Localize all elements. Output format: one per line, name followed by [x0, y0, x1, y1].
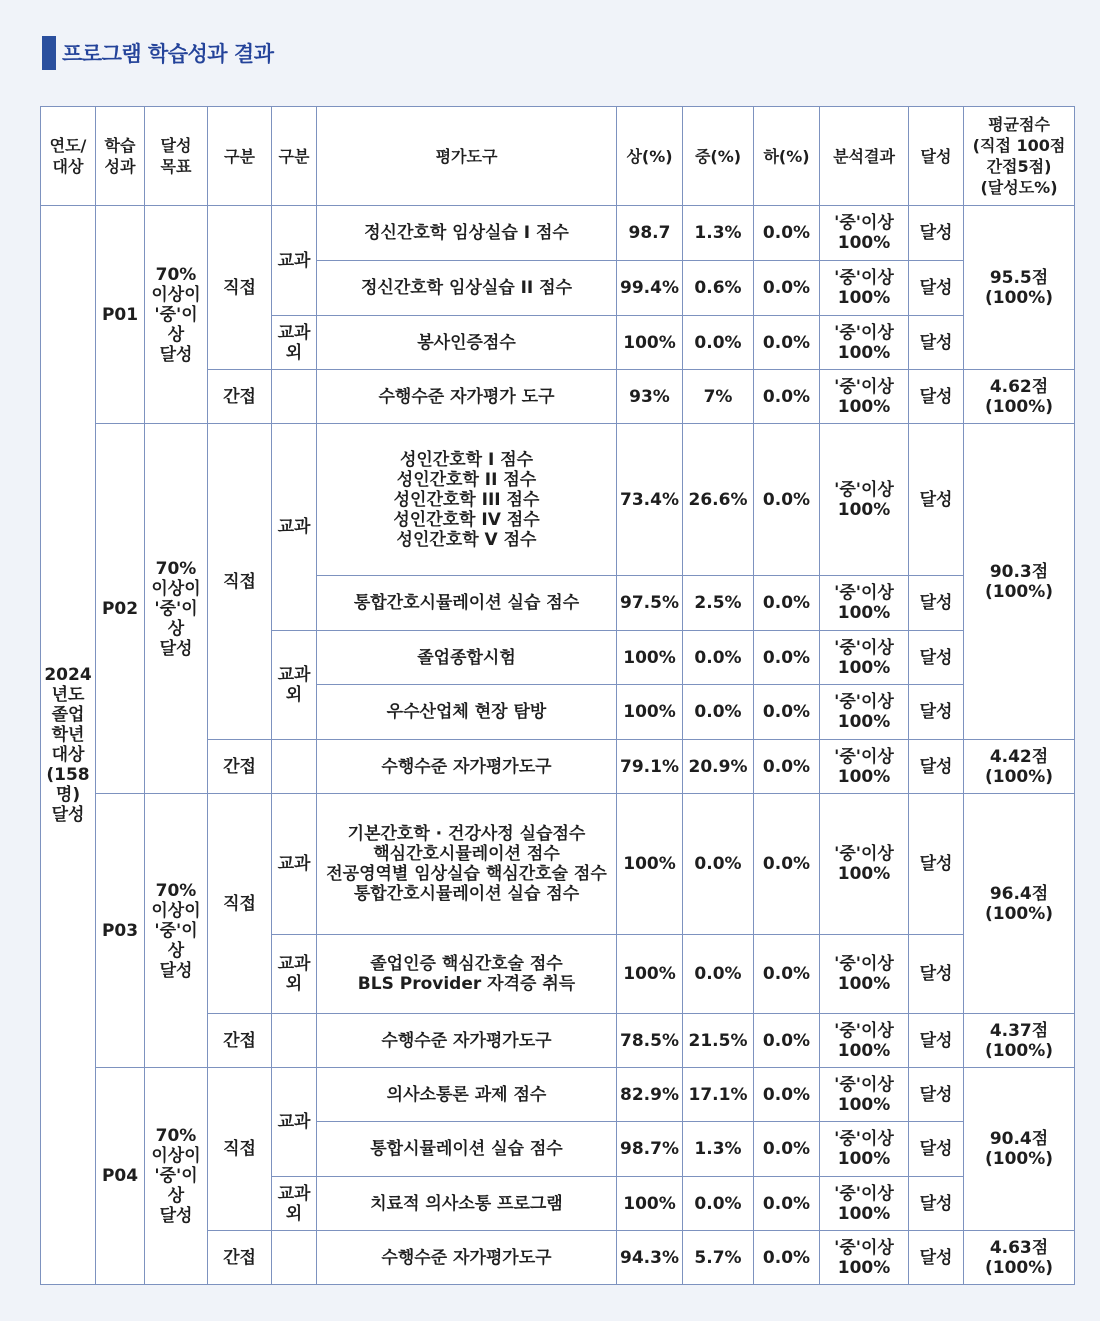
low-cell: 0.0%	[754, 370, 820, 424]
tool-cell: 의사소통론 과제 점수	[317, 1068, 617, 1122]
page-title: 프로그램 학습성과 결과	[62, 42, 274, 66]
header-mid: 중(%)	[683, 107, 754, 206]
achieve-cell: 달성	[909, 1014, 964, 1068]
high-cell: 94.3%	[617, 1231, 683, 1285]
title-accent-bar	[42, 36, 56, 70]
mid-cell: 0.0%	[683, 1177, 754, 1231]
category-direct: 직접	[208, 1068, 272, 1231]
achieve-cell: 달성	[909, 370, 964, 424]
category-direct: 직접	[208, 206, 272, 370]
tool-cell: 수행수준 자가평가도구	[317, 740, 617, 794]
analysis-cell: '중'이상 100%	[820, 1177, 909, 1231]
outcome-code: P01	[96, 206, 145, 424]
tool-cell: 수행수준 자가평가 도구	[317, 370, 617, 424]
outcome-code: P02	[96, 424, 145, 794]
low-cell: 0.0%	[754, 740, 820, 794]
header-achieve: 달성	[909, 107, 964, 206]
low-cell: 0.0%	[754, 685, 820, 740]
category-indirect: 간접	[208, 370, 272, 424]
category-course: 교과	[272, 424, 317, 631]
mid-cell: 1.3%	[683, 1122, 754, 1177]
analysis-cell: '중'이상 100%	[820, 794, 909, 935]
analysis-cell: '중'이상 100%	[820, 1068, 909, 1122]
tool-cell: 수행수준 자가평가도구	[317, 1231, 617, 1285]
average-direct: 90.4점 (100%)	[964, 1068, 1075, 1231]
category-indirect: 간접	[208, 1231, 272, 1285]
achieve-cell: 달성	[909, 576, 964, 631]
average-indirect: 4.63점 (100%)	[964, 1231, 1075, 1285]
table-row	[41, 794, 1075, 935]
tool-cell: 치료적 의사소통 프로그램	[317, 1177, 617, 1231]
tool-cell: 졸업인증 핵심간호술 점수 BLS Provider 자격증 취득	[317, 935, 617, 1014]
header-high: 상(%)	[617, 107, 683, 206]
goal-cell: 70% 이상이 '중'이상 달성	[145, 424, 208, 794]
high-cell: 100%	[617, 631, 683, 685]
category-indirect: 간접	[208, 1014, 272, 1068]
section-heading	[42, 36, 273, 70]
category-empty	[272, 1231, 317, 1285]
high-cell: 97.5%	[617, 576, 683, 631]
header-low: 하(%)	[754, 107, 820, 206]
outcome-code: P04	[96, 1068, 145, 1285]
achieve-cell: 달성	[909, 316, 964, 370]
header-average: 평균점수 (직접 100점 간접5점) (달성도%)	[964, 107, 1075, 206]
header-tool: 평가도구	[317, 107, 617, 206]
high-cell: 73.4%	[617, 424, 683, 576]
table-row	[41, 424, 1075, 576]
goal-cell: 70% 이상이 '중'이상 달성	[145, 206, 208, 424]
tool-cell: 봉사인증점수	[317, 316, 617, 370]
mid-cell: 0.0%	[683, 794, 754, 935]
analysis-cell: '중'이상 100%	[820, 576, 909, 631]
achieve-cell: 달성	[909, 631, 964, 685]
achieve-cell: 달성	[909, 685, 964, 740]
analysis-cell: '중'이상 100%	[820, 316, 909, 370]
header-row	[41, 107, 1075, 206]
tool-cell: 통합간호시뮬레이션 실습 점수	[317, 576, 617, 631]
header-goal: 달성 목표	[145, 107, 208, 206]
category-empty	[272, 370, 317, 424]
tool-cell: 성인간호학 I 점수 성인간호학 II 점수 성인간호학 III 점수 성인간호학 IV 점수 성인간호학 V 점수	[317, 424, 617, 576]
tool-cell: 수행수준 자가평가도구	[317, 1014, 617, 1068]
goal-cell: 70% 이상이 '중'이상 달성	[145, 794, 208, 1068]
achieve-cell: 달성	[909, 1068, 964, 1122]
year-target-cell: 2024 년도 졸업 학년 대상 (158명) 달성	[41, 206, 96, 1285]
table-row	[41, 1068, 1075, 1122]
tool-cell: 우수산업체 현장 탐방	[317, 685, 617, 740]
category-extra: 교과 외	[272, 935, 317, 1014]
tool-cell: 졸업종합시험	[317, 631, 617, 685]
category-empty	[272, 740, 317, 794]
analysis-cell: '중'이상 100%	[820, 740, 909, 794]
achieve-cell: 달성	[909, 424, 964, 576]
analysis-cell: '중'이상 100%	[820, 1231, 909, 1285]
low-cell: 0.0%	[754, 424, 820, 576]
low-cell: 0.0%	[754, 576, 820, 631]
high-cell: 100%	[617, 685, 683, 740]
mid-cell: 0.0%	[683, 631, 754, 685]
mid-cell: 0.0%	[683, 316, 754, 370]
achieve-cell: 달성	[909, 206, 964, 261]
mid-cell: 1.3%	[683, 206, 754, 261]
mid-cell: 0.0%	[683, 935, 754, 1014]
achieve-cell: 달성	[909, 1231, 964, 1285]
header-year: 연도/ 대상	[41, 107, 96, 206]
category-direct: 직접	[208, 794, 272, 1014]
category-indirect: 간접	[208, 740, 272, 794]
mid-cell: 7%	[683, 370, 754, 424]
high-cell: 100%	[617, 935, 683, 1014]
category-course: 교과	[272, 206, 317, 316]
mid-cell: 17.1%	[683, 1068, 754, 1122]
low-cell: 0.0%	[754, 794, 820, 935]
table-row	[41, 206, 1075, 261]
category-empty	[272, 1014, 317, 1068]
achieve-cell: 달성	[909, 1177, 964, 1231]
analysis-cell: '중'이상 100%	[820, 424, 909, 576]
category-extra: 교과 외	[272, 1177, 317, 1231]
low-cell: 0.0%	[754, 1177, 820, 1231]
analysis-cell: '중'이상 100%	[820, 631, 909, 685]
achieve-cell: 달성	[909, 261, 964, 316]
average-direct: 96.4점 (100%)	[964, 794, 1075, 1014]
category-extra: 교과 외	[272, 316, 317, 370]
low-cell: 0.0%	[754, 1068, 820, 1122]
low-cell: 0.0%	[754, 316, 820, 370]
high-cell: 78.5%	[617, 1014, 683, 1068]
low-cell: 0.0%	[754, 631, 820, 685]
average-indirect: 4.37점 (100%)	[964, 1014, 1075, 1068]
mid-cell: 0.0%	[683, 685, 754, 740]
mid-cell: 26.6%	[683, 424, 754, 576]
analysis-cell: '중'이상 100%	[820, 935, 909, 1014]
high-cell: 100%	[617, 1177, 683, 1231]
category-direct: 직접	[208, 424, 272, 740]
category-extra: 교과 외	[272, 631, 317, 740]
achieve-cell: 달성	[909, 740, 964, 794]
analysis-cell: '중'이상 100%	[820, 1122, 909, 1177]
low-cell: 0.0%	[754, 1122, 820, 1177]
analysis-cell: '중'이상 100%	[820, 370, 909, 424]
results-table	[40, 106, 1075, 1285]
tool-cell: 통합시뮬레이션 실습 점수	[317, 1122, 617, 1177]
category-course: 교과	[272, 794, 317, 935]
average-direct: 95.5점 (100%)	[964, 206, 1075, 370]
mid-cell: 21.5%	[683, 1014, 754, 1068]
low-cell: 0.0%	[754, 1231, 820, 1285]
goal-cell: 70% 이상이 '중'이상 달성	[145, 1068, 208, 1285]
high-cell: 98.7	[617, 206, 683, 261]
mid-cell: 2.5%	[683, 576, 754, 631]
outcome-code: P03	[96, 794, 145, 1068]
average-indirect: 4.62점 (100%)	[964, 370, 1075, 424]
low-cell: 0.0%	[754, 261, 820, 316]
average-indirect: 4.42점 (100%)	[964, 740, 1075, 794]
achieve-cell: 달성	[909, 935, 964, 1014]
header-category-1: 구분	[208, 107, 272, 206]
analysis-cell: '중'이상 100%	[820, 685, 909, 740]
header-analysis: 분석결과	[820, 107, 909, 206]
mid-cell: 5.7%	[683, 1231, 754, 1285]
analysis-cell: '중'이상 100%	[820, 206, 909, 261]
mid-cell: 20.9%	[683, 740, 754, 794]
high-cell: 100%	[617, 794, 683, 935]
achieve-cell: 달성	[909, 794, 964, 935]
high-cell: 79.1%	[617, 740, 683, 794]
high-cell: 98.7%	[617, 1122, 683, 1177]
high-cell: 93%	[617, 370, 683, 424]
low-cell: 0.0%	[754, 206, 820, 261]
header-outcome: 학습 성과	[96, 107, 145, 206]
low-cell: 0.0%	[754, 935, 820, 1014]
tool-cell: 기본간호학 · 건강사정 실습점수 핵심간호시뮬레이션 점수 전공영역별 임상실습 핵심간호술 점수 통합간호시뮬레이션 실습 점수	[317, 794, 617, 935]
analysis-cell: '중'이상 100%	[820, 1014, 909, 1068]
mid-cell: 0.6%	[683, 261, 754, 316]
header-category-2: 구분	[272, 107, 317, 206]
tool-cell: 정신간호학 임상실습 I 점수	[317, 206, 617, 261]
average-direct: 90.3점 (100%)	[964, 424, 1075, 740]
high-cell: 100%	[617, 316, 683, 370]
analysis-cell: '중'이상 100%	[820, 261, 909, 316]
low-cell: 0.0%	[754, 1014, 820, 1068]
achieve-cell: 달성	[909, 1122, 964, 1177]
tool-cell: 정신간호학 임상실습 II 점수	[317, 261, 617, 316]
high-cell: 99.4%	[617, 261, 683, 316]
high-cell: 82.9%	[617, 1068, 683, 1122]
category-course: 교과	[272, 1068, 317, 1177]
